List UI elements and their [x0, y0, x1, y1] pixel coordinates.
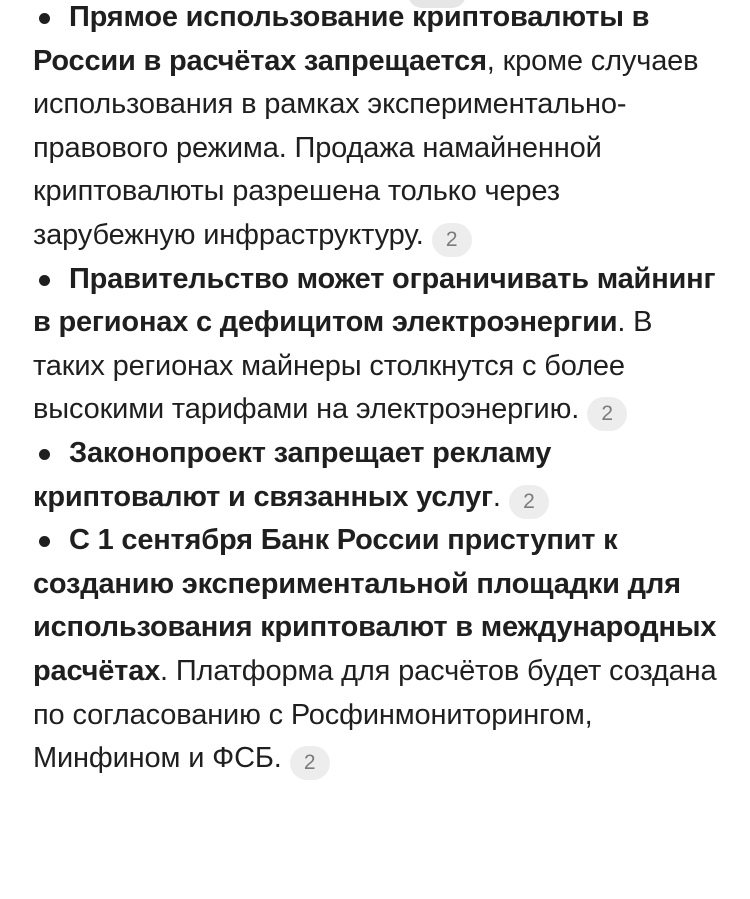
list-item [33, 0, 723, 258]
list-item [33, 258, 723, 432]
item-heading: Правительство может ограничивать майнинг в регионах с дефицитом электроэнергии [33, 262, 716, 339]
bullet-list [33, 0, 723, 781]
bullet-icon [39, 13, 50, 24]
list-item [33, 519, 723, 781]
source-reference-badge[interactable]: 2 [587, 397, 627, 431]
item-text: . [492, 480, 501, 513]
bullet-icon [39, 449, 50, 460]
item-text: . В таких регионах майнеры столкнутся с более высокими тарифами на электроэнергию. [33, 306, 653, 426]
source-reference-badge[interactable]: 2 [290, 746, 330, 780]
bullet-icon [39, 275, 50, 286]
list-item [33, 432, 723, 519]
item-heading: С 1 сентября Банк России приступит к созданию экспериментальной площадки для использования криптовалют в международных расчётах [33, 524, 717, 687]
item-heading: Прямое использование криптовалюты в России в расчётах запрещается [33, 1, 650, 77]
item-heading: Законопроект запрещает рекламу криптовалют и связанных услуг [33, 436, 552, 513]
answer-text [33, 0, 723, 781]
item-text: , кроме случаев использования в рамках экспериментально-правового режима. Продажа намайненной криптовалюты разрешена только через зарубежную инфраструктуру. [33, 44, 699, 251]
source-reference-badge[interactable]: 2 [509, 485, 549, 519]
bullet-icon [39, 536, 50, 547]
source-reference-badge[interactable]: 2 [432, 223, 472, 257]
item-text: . Платформа для расчётов будет создана по согласованию с Росфинмониторингом, Минфином и ФСБ. [33, 654, 717, 775]
